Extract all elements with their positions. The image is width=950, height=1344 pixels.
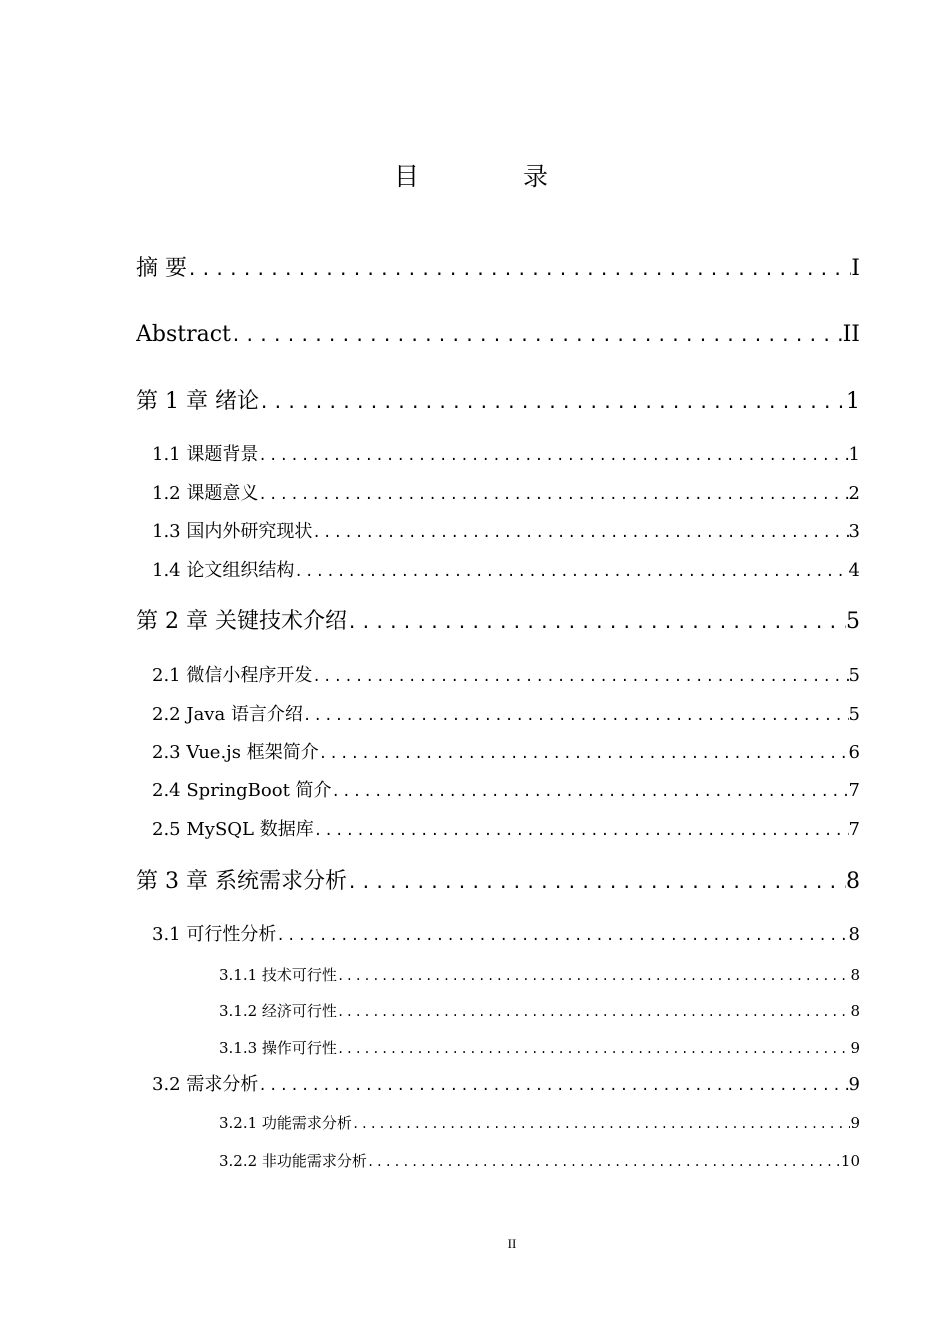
dot-leader xyxy=(258,443,848,469)
toc-entry-1-1[interactable] xyxy=(152,442,860,469)
toc-entry-label: 2.3 Vue.js 框架简介 xyxy=(152,742,319,763)
toc-entry-label: 3.2.1 功能需求分析 xyxy=(219,1114,352,1132)
toc-entry-label: 3.1.2 经济可行性 xyxy=(219,1002,337,1020)
toc-entry-page: 7 xyxy=(848,819,860,840)
toc-entry-label: 1.4 论文组织结构 xyxy=(152,560,295,581)
toc-entry-page: 2 xyxy=(848,483,860,504)
toc-entry-label: 3.1 可行性分析 xyxy=(152,924,277,945)
toc-entry-page: 10 xyxy=(840,1152,860,1170)
toc-entry-3-2-2[interactable] xyxy=(219,1150,860,1173)
dot-leader xyxy=(367,1151,841,1173)
toc-entry-page: 3 xyxy=(848,521,860,542)
toc-entry-page: 5 xyxy=(846,609,860,634)
dot-leader xyxy=(258,482,848,508)
toc-entry-label: 第 3 章 系统需求分析 xyxy=(136,869,347,894)
toc-entry-page: 9 xyxy=(848,1074,860,1095)
toc-entry-label: 3.1.3 操作可行性 xyxy=(219,1039,337,1057)
toc-entry-3-1-1[interactable] xyxy=(219,964,860,987)
toc-entry-1-2[interactable] xyxy=(152,481,860,508)
toc-entry-1-3[interactable] xyxy=(152,519,860,546)
toc-entry-page: 8 xyxy=(848,924,860,945)
toc-entry-label: 2.2 Java 语言介绍 xyxy=(152,704,303,725)
toc-entry-label: 3.2 需求分析 xyxy=(152,1074,259,1095)
dot-leader xyxy=(337,1001,851,1023)
toc-entry-label: Abstract xyxy=(136,322,231,347)
toc-entry-label: 2.4 SpringBoot 简介 xyxy=(152,780,332,801)
toc-entry-2-2[interactable] xyxy=(152,702,860,729)
toc-entry-label: 1.2 课题意义 xyxy=(152,483,259,504)
dot-leader xyxy=(312,664,848,690)
toc-entry-2-4[interactable] xyxy=(152,778,860,805)
toc-entry-label: 第 2 章 关键技术介绍 xyxy=(136,609,347,634)
dot-leader xyxy=(337,965,851,987)
dot-leader xyxy=(312,520,848,546)
toc-entry-label: 2.1 微信小程序开发 xyxy=(152,665,313,686)
footer-page-number: II xyxy=(507,1236,517,1251)
toc-entry-3-1-3[interactable] xyxy=(219,1037,860,1060)
toc-entry-page: 9 xyxy=(850,1114,860,1132)
page-title: 目 录 xyxy=(394,162,596,191)
dot-leader xyxy=(347,608,846,638)
toc-entry-chapter-3[interactable] xyxy=(136,867,860,898)
toc-entry-chapter-1[interactable] xyxy=(136,387,860,418)
toc-entry-page: 8 xyxy=(846,869,860,894)
toc-entry-3-1-2[interactable] xyxy=(219,1000,860,1023)
toc-entry-label: 2.5 MySQL 数据库 xyxy=(152,819,314,840)
toc-entry-abstract-en[interactable] xyxy=(136,320,860,351)
dot-leader xyxy=(332,779,849,805)
toc-entry-3-1[interactable] xyxy=(152,922,860,949)
toc-entry-label: 3.2.2 非功能需求分析 xyxy=(219,1152,367,1170)
dot-leader xyxy=(294,559,848,585)
dot-leader xyxy=(314,818,849,844)
toc-entry-page: I xyxy=(851,256,860,281)
toc-entry-2-1[interactable] xyxy=(152,663,860,690)
toc-entry-abstract-cn[interactable] xyxy=(136,254,860,285)
toc-entry-page: 4 xyxy=(848,560,860,581)
toc-entry-page: II xyxy=(842,322,860,347)
toc-entry-label: 摘 要 xyxy=(136,256,187,281)
toc-entry-3-2-1[interactable] xyxy=(219,1112,860,1135)
dot-leader xyxy=(347,868,846,898)
toc-entry-1-4[interactable] xyxy=(152,558,860,585)
dot-leader xyxy=(276,923,848,949)
toc-entry-label: 3.1.1 技术可行性 xyxy=(219,966,337,984)
toc-entry-page: 8 xyxy=(850,1002,860,1020)
toc-entry-3-2[interactable] xyxy=(152,1072,860,1099)
toc-entry-label: 1.3 国内外研究现状 xyxy=(152,521,313,542)
dot-leader xyxy=(319,741,849,767)
dot-leader xyxy=(258,1073,848,1099)
dot-leader xyxy=(352,1113,851,1135)
dot-leader xyxy=(337,1038,851,1060)
toc-entry-chapter-2[interactable] xyxy=(136,607,860,638)
dot-leader xyxy=(303,703,849,729)
toc-entry-page: 8 xyxy=(850,966,860,984)
toc-entry-page: 1 xyxy=(848,444,860,465)
toc-entry-2-3[interactable] xyxy=(152,740,860,767)
toc-entry-page: 5 xyxy=(848,665,860,686)
toc-entry-label: 第 1 章 绪论 xyxy=(136,389,259,414)
toc-entry-label: 1.1 课题背景 xyxy=(152,444,259,465)
dot-leader xyxy=(187,255,851,285)
toc-entry-page: 7 xyxy=(848,780,860,801)
toc-entry-page: 5 xyxy=(848,704,860,725)
toc-entry-2-5[interactable] xyxy=(152,817,860,844)
dot-leader xyxy=(259,388,846,418)
dot-leader xyxy=(231,321,843,351)
toc-entry-page: 9 xyxy=(850,1039,860,1057)
toc-entry-page: 6 xyxy=(848,742,860,763)
toc-entry-page: 1 xyxy=(846,389,860,414)
